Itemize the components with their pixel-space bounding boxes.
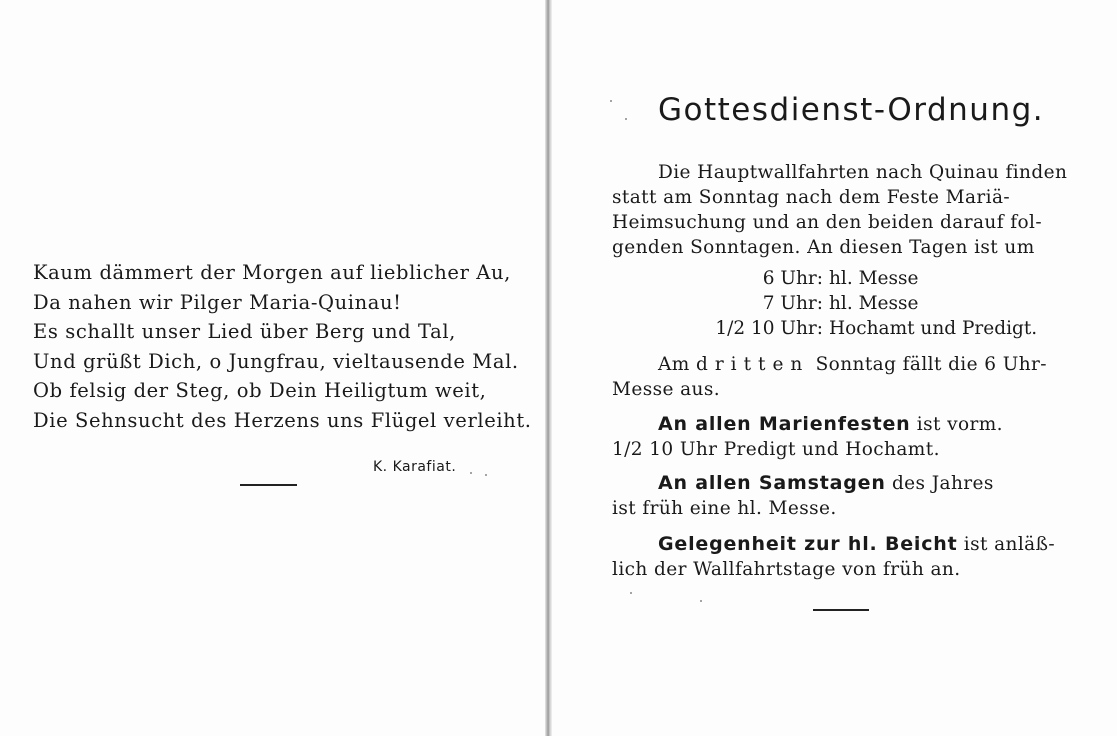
- schedule-time: 6 Uhr:: [762, 268, 823, 289]
- schedule-row: [705, 266, 935, 291]
- poem: [33, 258, 532, 435]
- schedule-service: hl. Messe: [829, 293, 919, 314]
- poem-line: Kaum dämmert der Morgen auf lieblicher Au,: [33, 261, 511, 284]
- saturdays-rest: des Jahres: [891, 473, 994, 494]
- divider-rule-right: [813, 609, 869, 611]
- mass-schedule: [705, 266, 1038, 341]
- confession-heading: Gelegenheit zur hl. Beicht: [658, 533, 958, 555]
- divider-rule-left: [240, 484, 297, 486]
- intro-paragraph: [612, 160, 1067, 260]
- intro-line: Heimsuchung und an den beiden darauf fol-: [612, 212, 1042, 233]
- saturdays-heading: An allen Samstagen: [658, 472, 886, 494]
- poem-line: Es schallt unser Lied über Berg und Tal,: [33, 320, 456, 343]
- print-speck: [630, 592, 632, 594]
- marian-feasts-rest: ist vorm.: [916, 414, 1003, 435]
- schedule-row: [705, 291, 935, 316]
- third-sunday-prefix: Am: [658, 354, 690, 375]
- schedule-time: 1/2 10 Uhr:: [715, 318, 823, 339]
- marian-feasts-heading: An allen Marienfesten: [658, 413, 911, 435]
- intro-line: Die Hauptwallfahrten nach Quinau finden: [658, 162, 1068, 183]
- print-speck: [610, 100, 612, 102]
- marian-feasts-note: [612, 412, 1003, 462]
- confession-note: [612, 532, 1055, 582]
- poem-line: Ob felsig der Steg, ob Dein Heiligtum weit,: [33, 379, 487, 402]
- marian-feasts-line2: 1/2 10 Uhr Predigt und Hochamt.: [612, 439, 940, 460]
- schedule-service: hl. Messe: [829, 268, 919, 289]
- saturdays-line2: ist früh eine hl. Messe.: [612, 498, 837, 519]
- poem-line: Da nahen wir Pilger Maria-Quinau!: [33, 290, 402, 314]
- schedule-service: Hochamt und Predigt.: [829, 318, 1038, 339]
- schedule-row: [705, 316, 1038, 341]
- print-speck: [470, 472, 472, 474]
- print-speck: [625, 118, 627, 120]
- print-speck: [485, 474, 487, 476]
- intro-line: genden Sonntagen. An diesen Tagen ist um: [612, 237, 1035, 258]
- poem-line: Die Sehnsucht des Herzens uns Flügel verleiht.: [33, 408, 532, 432]
- saturdays-note: [612, 471, 994, 521]
- confession-line2: lich der Wallfahrtstage von früh an.: [612, 559, 961, 580]
- third-sunday-rest: Sonntag fällt die 6 Uhr-: [815, 354, 1047, 375]
- schedule-time: 7 Uhr:: [762, 293, 823, 314]
- poem-line: Und grüßt Dich, o Jungfrau, vieltausende Mal.: [33, 349, 519, 373]
- intro-line: statt am Sonntag nach dem Feste Mariä-: [612, 187, 1011, 208]
- page-title: Gottesdienst-Ordnung.: [658, 92, 1045, 128]
- third-sunday-spaced: dritten: [695, 354, 810, 375]
- third-sunday-note: [612, 352, 1047, 402]
- poem-author: K. Karafiat.: [373, 459, 457, 475]
- third-sunday-line2: Messe aus.: [612, 379, 721, 400]
- print-speck: [700, 600, 702, 602]
- confession-rest: ist anläß-: [963, 534, 1056, 555]
- book-gutter: [545, 0, 552, 736]
